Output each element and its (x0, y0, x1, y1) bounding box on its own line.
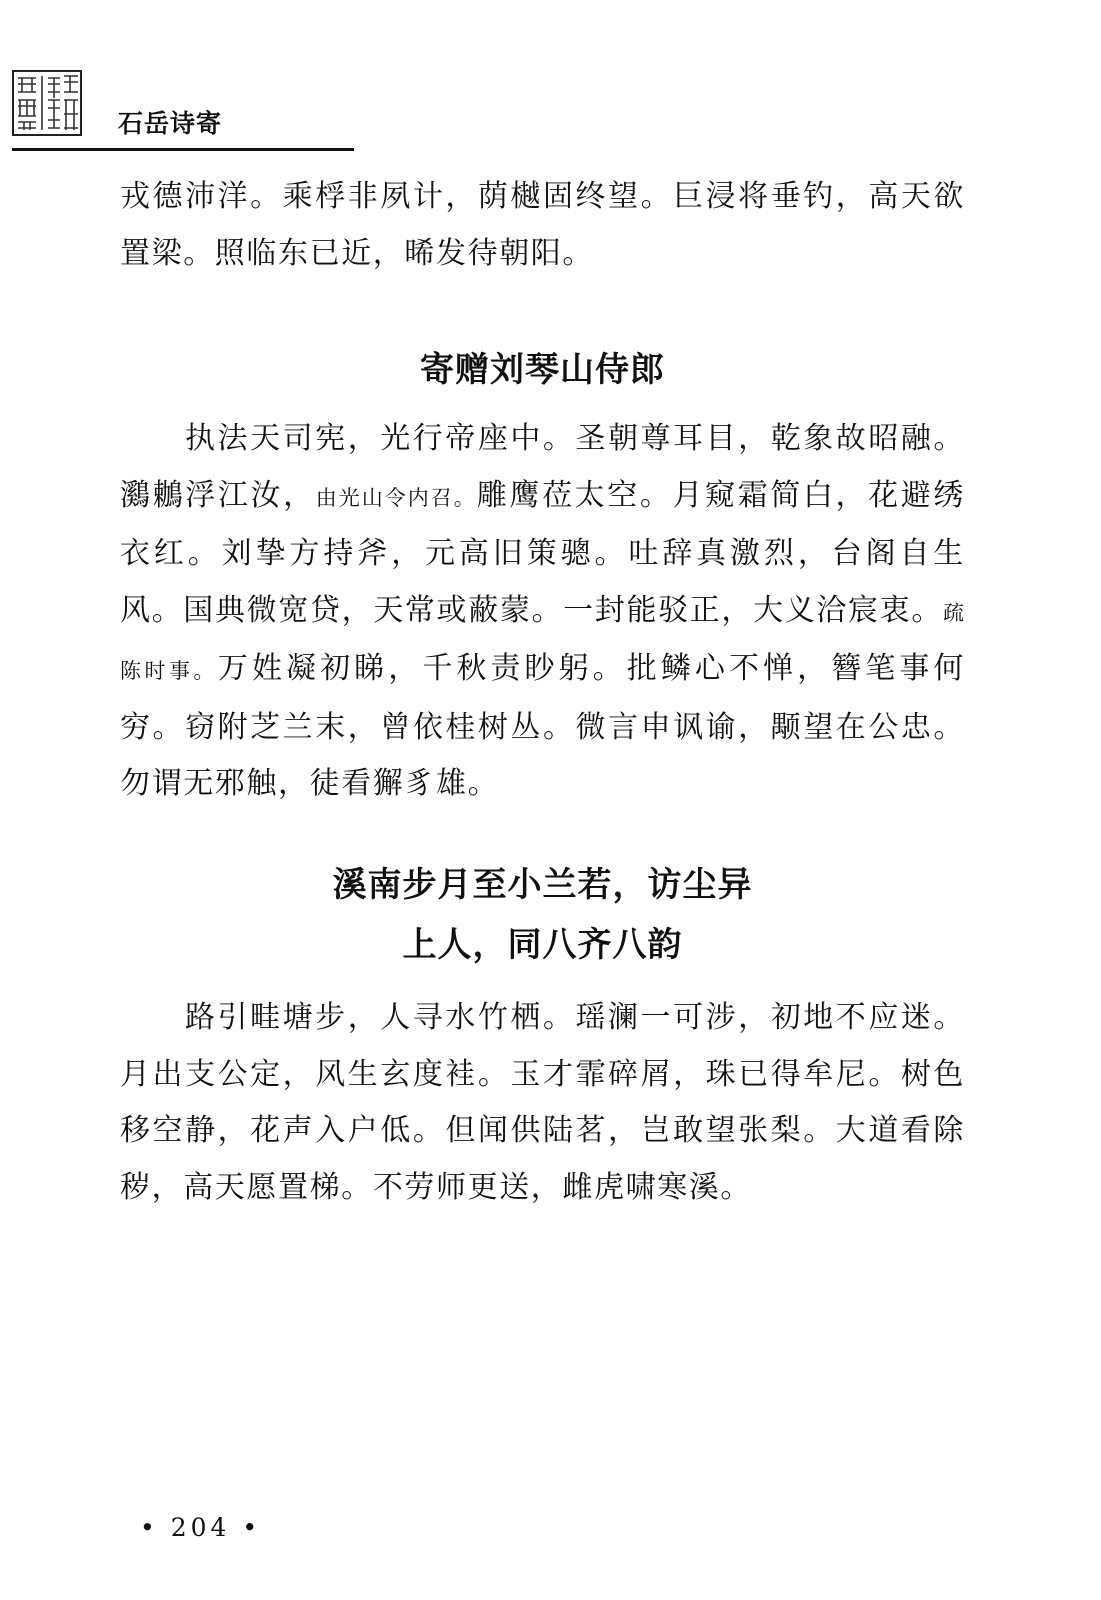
poem-title: 寄赠刘琴山侍郎 (420, 350, 665, 390)
header-rule (12, 148, 354, 151)
poem-body: 路引畦塘步，人寻水竹栖。瑶澜一可涉，初地不应迷。月出支公定，风生玄度袿。玉才霏碎屑，珠已得牟尼。树色移空静，花声入户低。但闻供陆茗，岂敢望张梨。大道看除秽，高天愿置梯。不劳师更送，雌虎啸寒溪。 (120, 1000, 965, 1205)
running-header-title: 石岳诗寄 (118, 109, 223, 138)
poem-text: 执法天司宪，光行帝座中。圣朝尊耳目，乾象故昭融。鸂鶒浮江汝， (120, 421, 965, 513)
poem-text: 雕鹰莅太空。月窥霜简白，花避绣衣红。刘挚方持斧，元高旧策骢。吐辞真激烈，台阁自生风。国典微宽贷，天常或蔽蒙。一封能驳正，大义洽宸衷。 (120, 477, 965, 628)
poem-title-line-1: 溪南步月至小兰若，访尘异 (332, 865, 753, 905)
seal-logo-icon (12, 70, 82, 136)
continuation-paragraph: 戎德沛洋。乘桴非夙计，荫樾固终望。巨浸将垂钓，高天欲置梁。照临东已近，晞发待朝阳。 (120, 179, 965, 271)
poem-title-line-2: 上人，同八齐八韵 (402, 925, 683, 965)
poem-text: 万姓凝初睇，千秋责眇躬。批鳞心不惮，簪笔事何穷。窃附芝兰末，曾依桂树丛。微言申讽谕，颙望在公忠。勿谓无邪触，徒看獬豸雄。 (120, 651, 965, 801)
poem-annotation: 疏陈时事。 (120, 600, 965, 683)
page-number: • 204 • (140, 1513, 262, 1542)
poem-body (120, 411, 965, 813)
poem-annotation: 由光山令内召。 (315, 485, 477, 510)
